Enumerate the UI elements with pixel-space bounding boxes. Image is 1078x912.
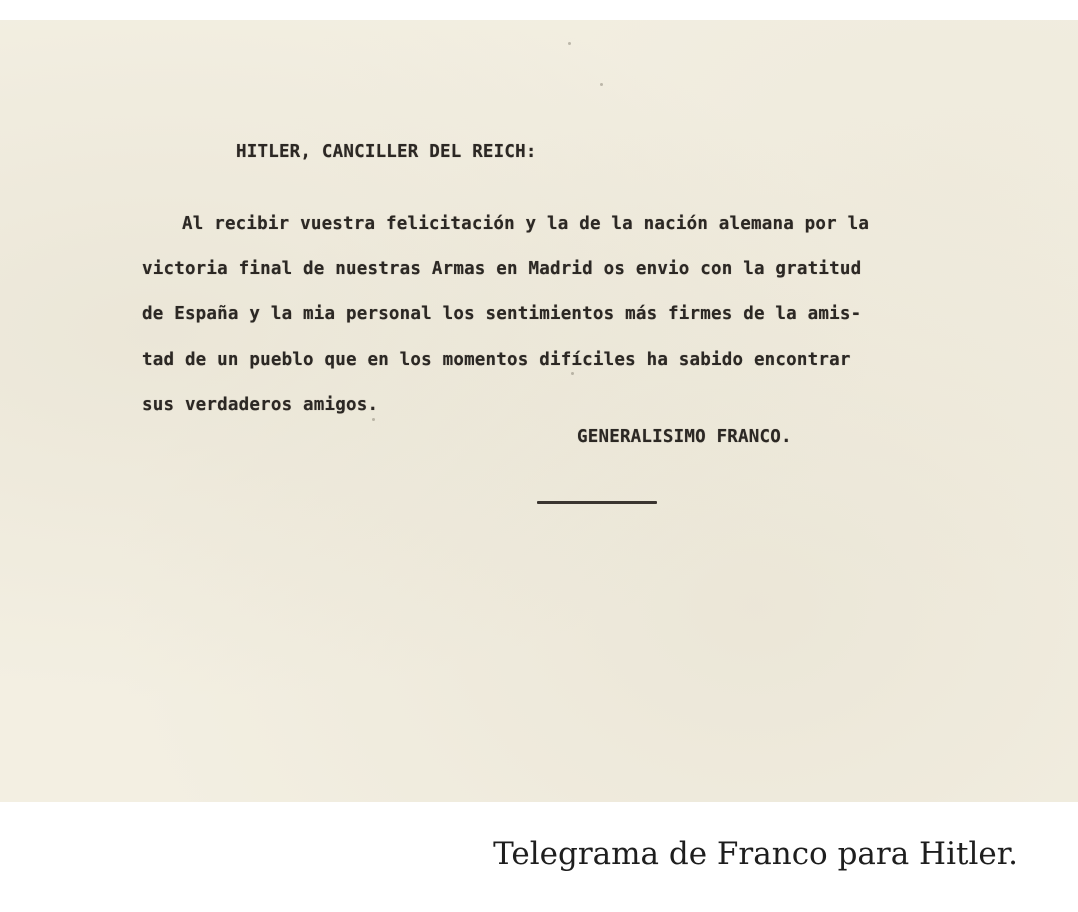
body-line: de España y la mia personal los sentimientos más firmes de la amis- bbox=[142, 304, 862, 325]
paper-speck bbox=[568, 42, 571, 45]
body-line: sus verdaderos amigos. bbox=[142, 394, 379, 415]
paper-speck bbox=[571, 372, 574, 375]
telegram-body bbox=[142, 202, 1042, 428]
paper-speck bbox=[600, 83, 603, 86]
telegram-signature: GENERALISIMO FRANCO. bbox=[577, 427, 792, 447]
signature-underline bbox=[537, 501, 657, 504]
telegram-heading: HITLER, CANCILLER DEL REICH: bbox=[236, 142, 537, 162]
body-line: tad de un pueblo que en los momentos difíciles ha sabido encontrar bbox=[142, 349, 851, 370]
body-line: Al recibir vuestra felicitación y la de la nación alemana por la bbox=[182, 214, 870, 234]
image-caption: Telegrama de Franco para Hitler. bbox=[493, 836, 1018, 872]
paper-speck bbox=[372, 418, 375, 421]
body-line: victoria final de nuestras Armas en Madrid os envio con la gratitud bbox=[142, 259, 862, 280]
telegram-document bbox=[0, 20, 1078, 802]
